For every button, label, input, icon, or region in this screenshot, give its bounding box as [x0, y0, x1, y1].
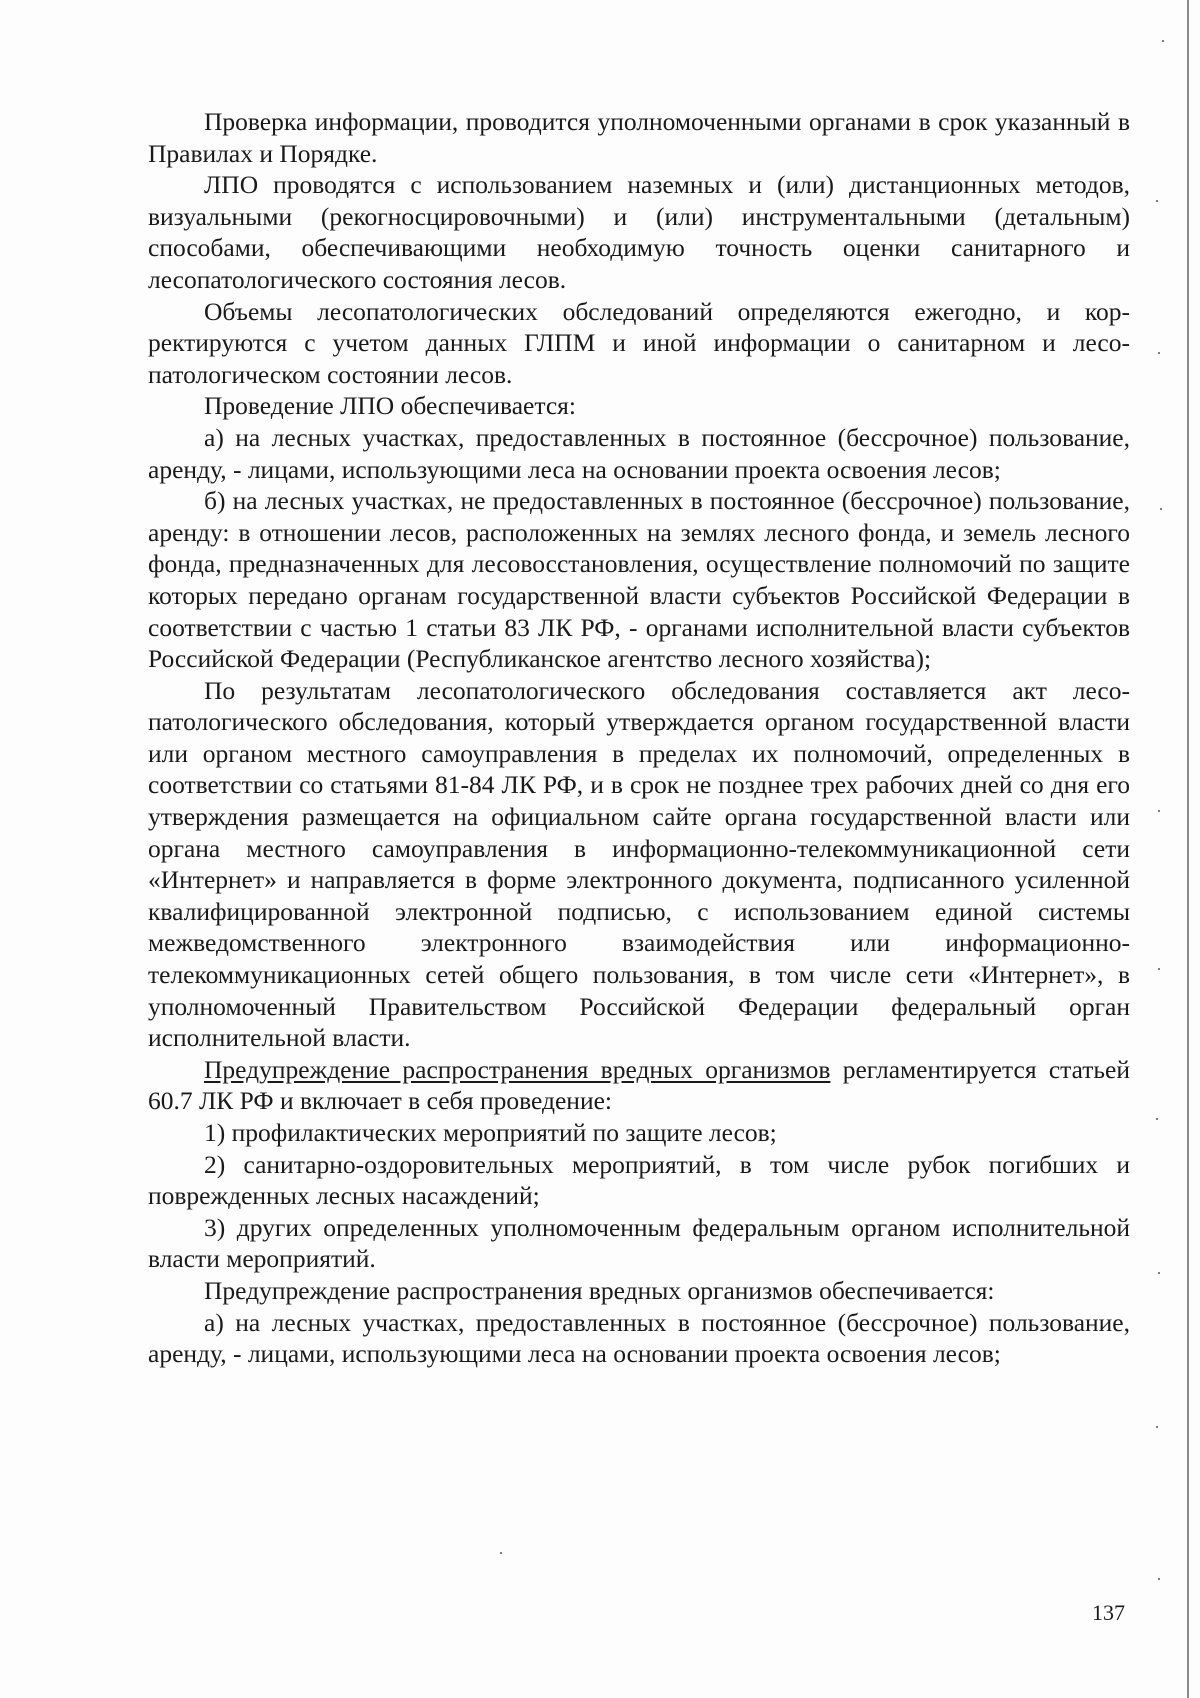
scan-speck [1156, 1426, 1158, 1428]
scan-speck [1158, 352, 1160, 354]
paragraph-prevention-item-a: а) на лесных участках, предоставленных в постоянное (бессрочное) пользование, аренду, - лицами, использующими леса на основании проекта освоения лесов; [148, 1307, 1130, 1369]
page-number: 137 [1092, 1600, 1125, 1625]
scan-speck [1158, 1578, 1160, 1580]
paragraph-prevention-intro [148, 1054, 1130, 1117]
paragraph-survey-volumes: Объемы лесопатологических обследований определяются ежегодно, и корректируются с учетом данных ГЛПМ и иной информации о санитарном и лесопатологическом состоянии лесов. [148, 296, 1130, 389]
paragraph-item-1: 1) профилактических мероприятий по защите лесов; [204, 1118, 777, 1147]
paragraph-item-a: а) на лесных участках, предоставленных в постоянное (бессрочное) пользование, аренду, - лицами, использующими леса на основании проекта освоения лесов; [148, 422, 1130, 484]
paragraph-survey-act: По результатам лесопатологического обследования составляется акт лесопатологического обследования, который утверждается органом государственной власти или органом местного самоуправления в пределах их полномочий, определенных в соответствии со статьями 81-84 ЛК РФ, и в срок не позднее трех рабочих дней со дня его утверждения размещается на официальном сайте органа государственной власти или органа местного самоуправления в информационно-телекоммуникационной сети «Интернет» и направляется в форме электронного документа, подписанного усиленной квалифицированной электронной подписью, с использованием единой системы межведомственного электронного взаимодействия или информационно-телекоммуникационных сетей общего пользования, в том числе сети «Интернет», в уполномоченный Правительством Российской Федерации федеральный орган исполнительной власти. [148, 675, 1130, 1053]
scan-speck [1158, 1272, 1160, 1274]
paragraph-item-3: 3) других определенных уполномоченным федеральным органом исполнительной власти мероприятий. [148, 1212, 1130, 1274]
paragraph-item-2: 2) санитарно-оздоровительных мероприятий, в том числе рубок погибших и поврежденных лесных насаждений; [148, 1149, 1130, 1211]
scan-speck [1158, 810, 1160, 812]
body-text [148, 106, 1130, 1370]
paragraph-lpo-methods: ЛПО проводятся с использованием наземных и (или) дистанционных методов, визуальными (рекогносцировочными) и (или) инструментальными (детальным) способами, обеспечивающими необходимую точность оценки санитарного и лесопатологического состояния лесов. [148, 170, 1130, 294]
paragraph-item-b: б) на лесных участках, не предоставленных в постоянное (бессрочное) пользование, аренду: в отношении лесов, расположенных на землях лесного фонда, и земель лесного фонда, предназначенных для лесовосстановления, осуществление полномочий по защите которых передано органам государственной власти субъектов Российской Федерации в соответствии с частью 1 статьи 83 ЛК РФ, - органами исполнительной власти субъектов Российской Федерации (Республиканское агентство лесного хозяйства); [148, 486, 1130, 674]
paragraph-lpo-provision: Проведение ЛПО обеспечивается: [204, 391, 576, 421]
prevention-heading-underlined: Предупреждение распространения вредных организмов [204, 1054, 831, 1084]
paragraph-verification: Проверка информации, проводится уполномоченными органами в срок указанный в Правилах и Порядке. [148, 107, 1130, 168]
scan-speck [1156, 1118, 1158, 1120]
scan-speck [1160, 508, 1162, 510]
paragraph-prevention-provision: Предупреждение распространения вредных организмов обеспечивается: [204, 1275, 995, 1305]
scan-page-edge [1187, 0, 1189, 1698]
prevention-intro-rest: регламентируется статьей 60.7 ЛК РФ и включает в себя проведение: [148, 1054, 1131, 1116]
scan-speck [500, 1552, 502, 1554]
scan-speck [1162, 40, 1164, 42]
scan-speck [1156, 200, 1158, 202]
scan-speck [1158, 968, 1160, 970]
